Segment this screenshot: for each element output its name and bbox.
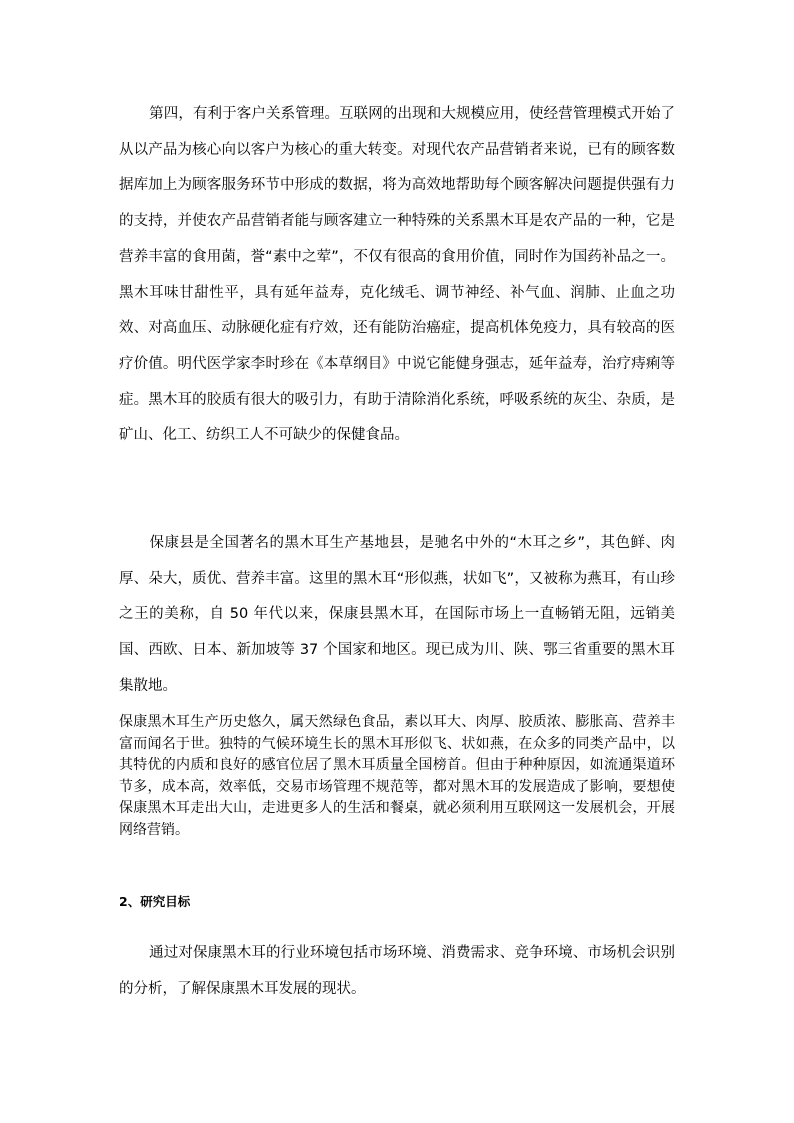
section-heading: 2、研究目标 (119, 894, 191, 909)
paragraph-1-text: 第四，有利于客户关系管理。互联网的出现和大规模应用，使经营管理模式开始了从以产品为核心向以客户为核心的重大转变。对现代农产品营销者来说，已有的顾客数据库加上为顾客服务环节中形成的数据，将为高效地帮助每个顾客解决问题提供强有力的支持，并使农产品营销者能与顾客建立一种特殊的关系黑木耳是农产品的一种，它是营养丰富的食用菌，誉“素中之荤”，不仅有很高的食用价值，同时作为国药补品之一。黑木耳味甘甜性平，具有延年益寿，克化绒毛、调节神经、补气血、润肺、止血之功效、对高血压、动脉硬化症有疗效，还有能防治癌症，提高机体免疫力，具有较高的医疗价值。明代医学家李时珍在《本草纲目》中说它能健身强志，延年益寿，治疗痔痢等症。黑木耳的胶质有很大的吸引力，有助于清除消化系统，呼吸系统的灰尘、杂质，是矿山、化工、纺织工人不可缺少的保健食品。 (119, 106, 675, 444)
paragraph-2-text: 保康县是全国著名的黑木耳生产基地县，是驰名中外的“木耳之乡”，其色鲜、肉厚、朵大，质优、营养丰富。这里的黑木耳“形似燕，状如飞”，又被称为燕耳，有山珍之王的美称，自 50 年代以来，保康县黑木耳，在国际市场上一直畅销无阻，远销美国、西欧、日本、新加坡等 37 个国家和地区。现已成为川、陕、鄂三省重要的黑木耳集散地。 (119, 535, 675, 694)
paragraph-customer-relations (119, 97, 675, 454)
paragraph-baokang-history: 保康黑木耳生产历史悠久，属天然绿色食品，素以耳大、肉厚、胶质浓、膨胀高、营养丰富而闻名于世。独特的气候环境生长的黑木耳形似飞、状如燕，在众多的同类产品中，以其特优的内质和良好的感官位居了黑木耳质量全国榜首。但由于种种原因，如流通渠道环节多，成本高，效率低，交易市场管理不规范等，都对黑木耳的发展造成了影响，要想使保康黑木耳走出大山，走进更多人的生活和餐桌，就必须利用互联网这一发展机会，开展网络营销。 (119, 714, 675, 838)
paragraph-baokang-county (119, 526, 675, 705)
paragraph-research-goal (119, 936, 675, 1007)
paragraph-4-text: 通过对保康黑木耳的行业环境包括市场环境、消费需求、竞争环境、市场机会识别的分析，了解保康黑木耳发展的现状。 (119, 945, 675, 997)
